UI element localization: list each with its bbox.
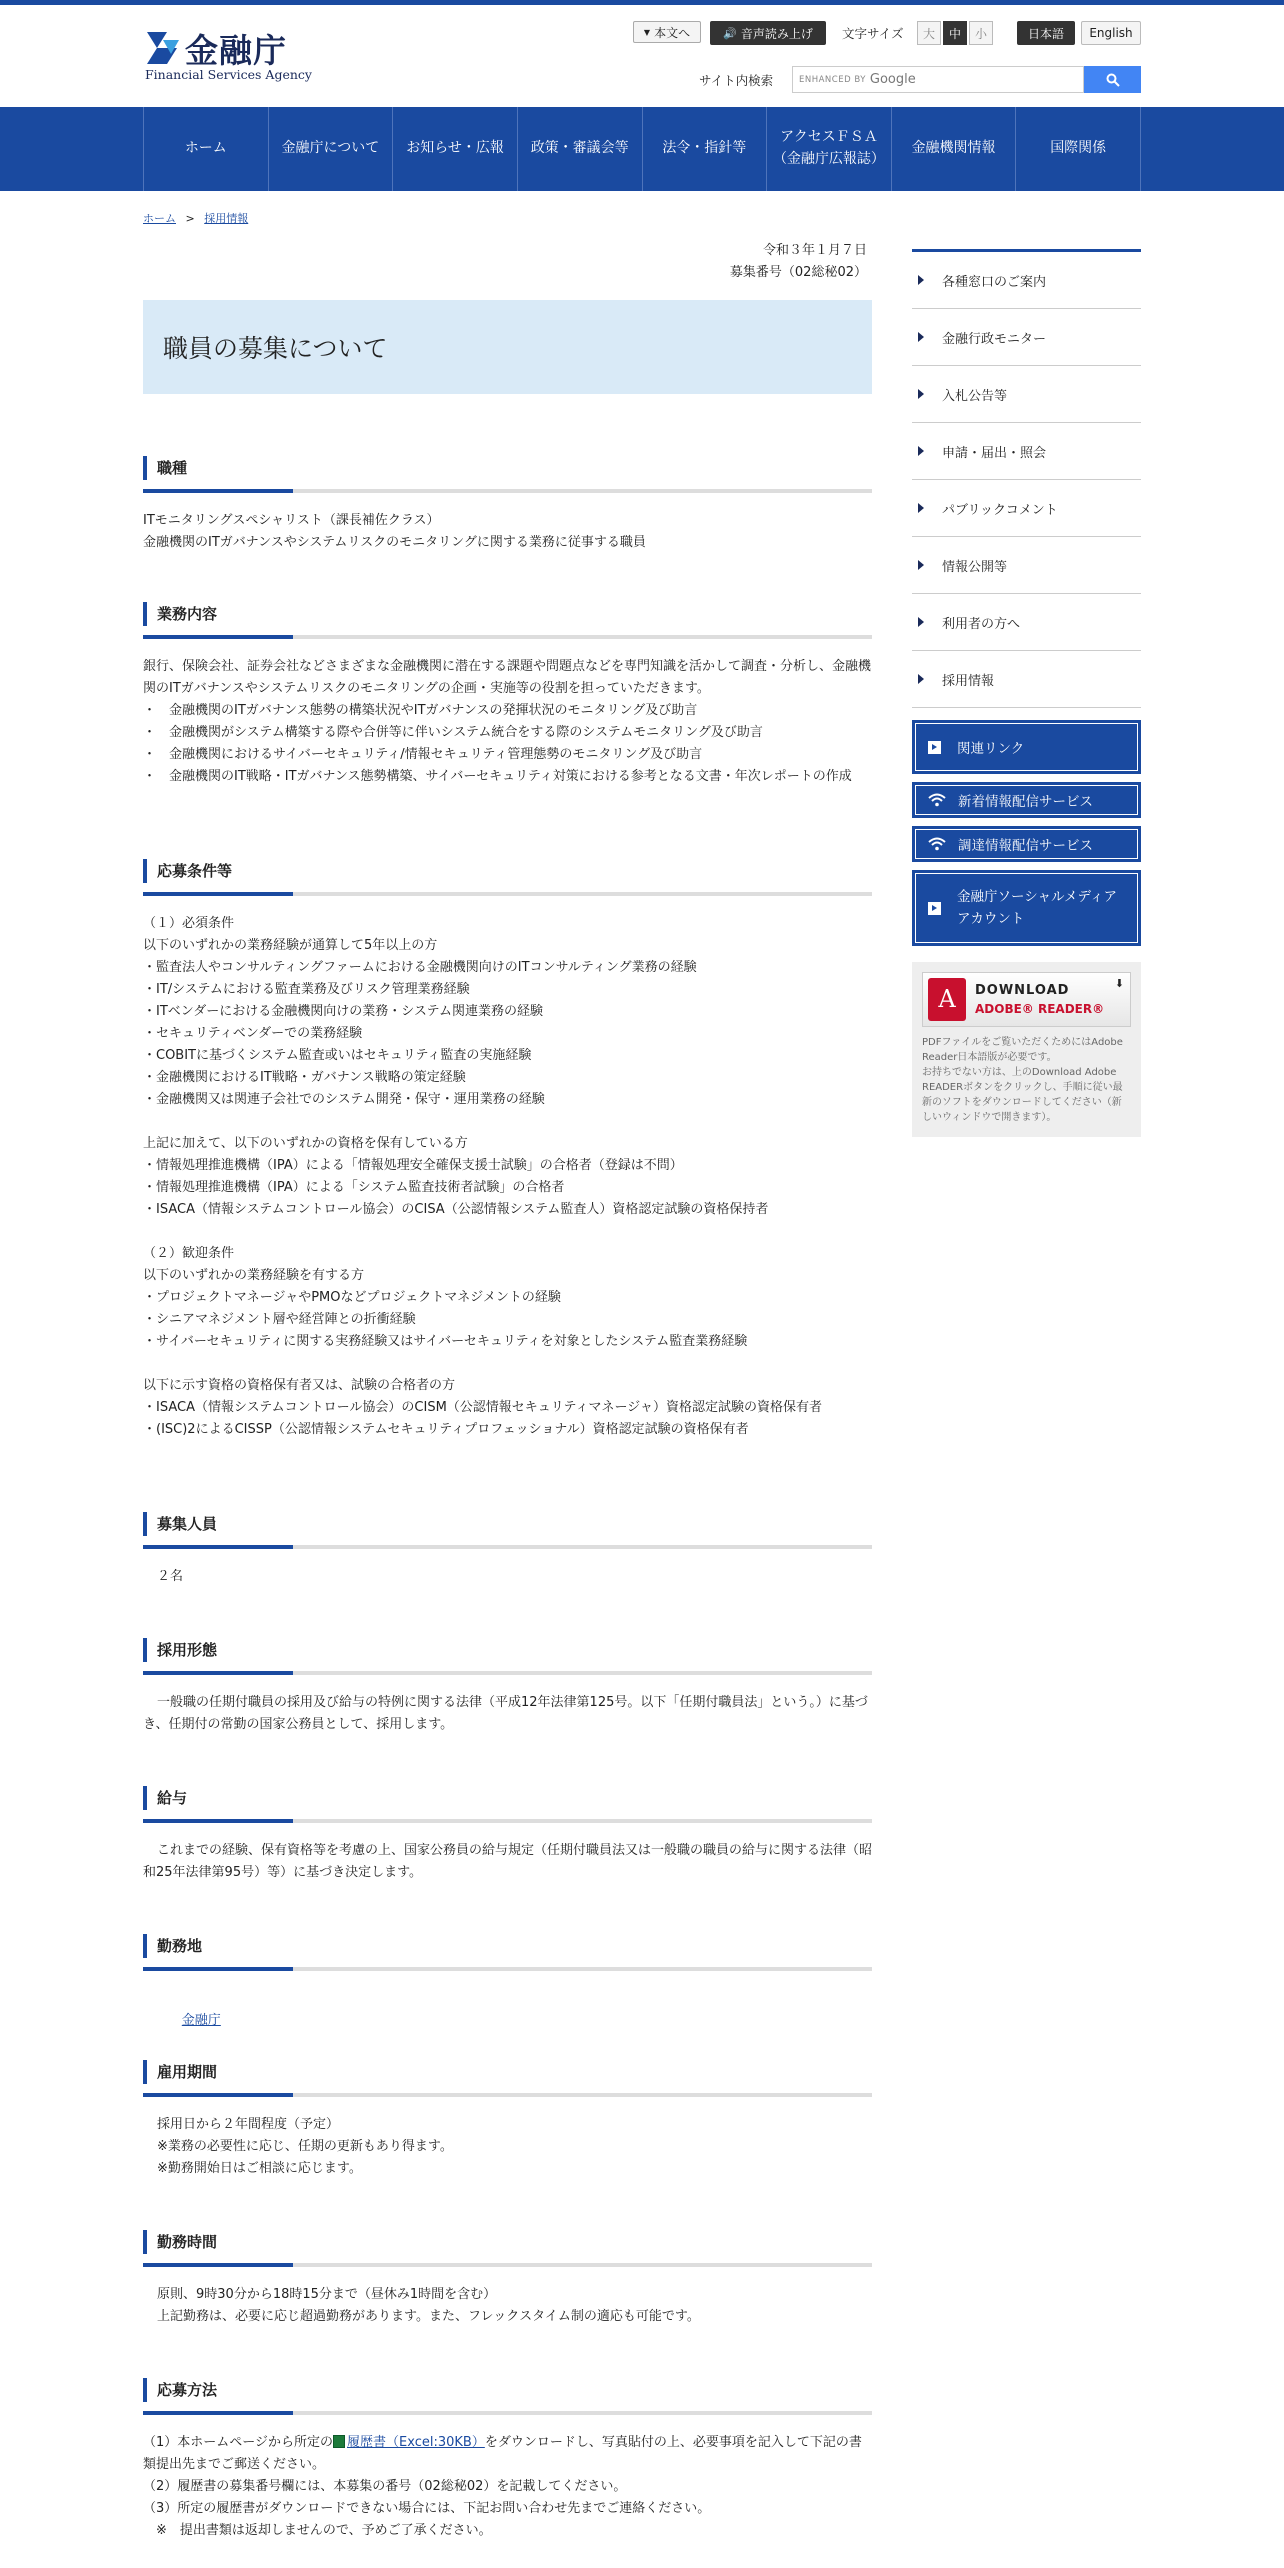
font-size-label: 文字サイズ: [842, 26, 904, 41]
sidebar-item-disclosure[interactable]: [912, 537, 1141, 594]
section-period: [143, 2060, 872, 2180]
main-content: [143, 240, 873, 2538]
triangle-right-icon: [918, 560, 924, 570]
heading-underline: [143, 1671, 872, 1675]
section-heading: 職種: [143, 456, 872, 480]
arrow-square-icon: [928, 902, 941, 915]
heading-underline: [143, 1967, 872, 1971]
adobe-reader-title: ADOBE® READER®: [975, 1002, 1105, 1016]
font-size-medium-button[interactable]: 中: [943, 21, 967, 45]
rss-procurement-button[interactable]: [912, 826, 1141, 862]
section-heading: 業務内容: [143, 602, 872, 626]
heading-underline: [143, 1819, 872, 1823]
adobe-reader-box: [912, 962, 1141, 1137]
sidebar-item-applications[interactable]: [912, 423, 1141, 480]
sidebar: [912, 249, 1141, 1137]
social-media-label: 金融庁ソーシャルメディア アカウント: [957, 889, 1117, 927]
triangle-right-icon: [918, 389, 924, 399]
search-button[interactable]: [1084, 66, 1141, 93]
section-headcount: [143, 1512, 872, 1588]
recruitment-number: 募集番号（02総秘02）: [729, 265, 867, 280]
sidebar-item-monitor[interactable]: [912, 309, 1141, 366]
triangle-right-icon: [918, 674, 924, 684]
section-employment-type: [143, 1638, 872, 1736]
skip-to-body-button[interactable]: [633, 21, 701, 43]
section-heading: 募集人員: [143, 1512, 872, 1536]
related-links-label: 関連リンク: [957, 741, 1025, 757]
rss-icon: [928, 837, 946, 851]
adobe-download-title: DOWNLOAD: [975, 983, 1070, 998]
sidebar-item-label: 入札公告等: [942, 388, 1008, 404]
resume-download-link[interactable]: 履歴書（Excel:30KB）: [347, 2435, 485, 2450]
sidebar-menu: [912, 249, 1141, 708]
section-body: [143, 2432, 872, 2542]
nav-home[interactable]: ホーム: [144, 107, 269, 191]
sidebar-item-recruitment[interactable]: [912, 651, 1141, 708]
download-arrow-icon: ⬇: [1114, 977, 1124, 990]
breadcrumb-current[interactable]: 採用情報: [204, 212, 249, 225]
rss-new-info-label: 新着情報配信サービス: [958, 794, 1093, 810]
section-heading: 採用形態: [143, 1638, 872, 1662]
nav-policy[interactable]: 政策・審議会等: [518, 107, 643, 191]
section-heading: 応募条件等: [143, 859, 872, 883]
section-body: 採用日から２年間程度（予定） ※業務の必要性に応じ、任期の更新もあり得ます。 ※勤務開始日はご相談に応じます。: [157, 2117, 453, 2176]
header: [0, 5, 1284, 107]
voice-reader-label: 音声読み上げ: [740, 26, 813, 41]
section-requirements: [143, 859, 872, 1441]
section-duties: [143, 602, 872, 788]
heading-underline: [143, 2411, 872, 2415]
triangle-right-icon: [918, 446, 924, 456]
location-link[interactable]: 金融庁: [181, 2013, 221, 2028]
breadcrumb: [143, 210, 248, 226]
triangle-right-icon: [918, 332, 924, 342]
caret-down-icon: ▼: [643, 27, 651, 37]
announcement-date: 令和３年１月７日: [762, 243, 867, 258]
rss-procurement-label: 調達情報配信サービス: [958, 838, 1093, 854]
section-heading: 応募方法: [143, 2378, 872, 2402]
nav-about[interactable]: 金融庁について: [269, 107, 394, 191]
speaker-icon: 🔊: [723, 26, 737, 40]
section-heading: 雇用期間: [143, 2060, 872, 2084]
section-heading: 勤務地: [143, 1934, 872, 1958]
heading-underline: [143, 2263, 872, 2267]
heading-underline: [143, 2093, 872, 2097]
section-body: 原則、9時30分から18時15分まで（昼休み1時間を含む） 上記勤務は、必要に応じ超過勤務があります。また、フレックスタイム制の適応も可能です。: [157, 2287, 700, 2324]
logo-text: 金融庁: [185, 31, 287, 70]
section-body: 銀行、保険会社、証券会社などさまざまな金融機関に潜在する課題や問題点などを専門知識を活かして調査・分析し、金融機関のITガバナンスやシステムリスクのモニタリングの企画・実施等の役割を担っていただきます。 ・ 金融機関のITガバナンス態勢の構築状況やITガバナンスの発揮状況のモニタリング及び助言 ・ 金融機関がシステム構築する際や合併等に伴いシステム統合をする際のシステムモニタリング及び助言 ・ 金融機関におけるサイバーセキュリティ/情報セキュリティ管理態勢のモニタリング及び助言 ・ 金融機関のIT戦略・ITガバナンス態勢構築、サイバーセキュリティ対策における参考となる文書・年次レポートの作成: [143, 659, 872, 784]
sidebar-item-label: 採用情報: [942, 673, 995, 689]
nav-international[interactable]: 国際関係: [1016, 107, 1141, 191]
lang-english-button[interactable]: English: [1081, 21, 1141, 45]
search-icon: [1106, 73, 1120, 87]
nav-news[interactable]: お知らせ・広報: [393, 107, 518, 191]
social-media-button[interactable]: [912, 870, 1141, 946]
sidebar-item-public-comment[interactable]: [912, 480, 1141, 537]
triangle-right-icon: [918, 275, 924, 285]
sidebar-item-label: 金融行政モニター: [942, 331, 1047, 347]
search-enhanced-label: ENHANCED BY: [799, 74, 866, 85]
section-body: これまでの経験、保有資格等を考慮の上、国家公務員の給与規定（任期付職員法又は一般職の職員の給与に関する法律（昭和25年法律第95号）等）に基づき決定します。: [143, 1843, 873, 1880]
section-hours: [143, 2230, 872, 2328]
skip-to-body-label: 本文へ: [654, 25, 691, 40]
font-size-small-button[interactable]: 小: [969, 21, 993, 45]
section-job-type: [143, 456, 872, 554]
fsa-logo-mark-icon: [143, 28, 181, 66]
section-body: （１）必須条件 以下のいずれかの業務経験が通算して5年以上の方 ・監査法人やコンサルティングファームにおける金融機関向けのITコンサルティング業務の経験 ・IT/システムにおける監査業務及びリスク管理業務経験 ・ITベンダーにおける金融機関向けの業務・システム関連業務の経験 ・セキュリティベンダーでの業務経験 ・COBITに基づくシステム監査或いはセキュリティ監査の実施経験 ・金融機関におけるIT戦略・ガバナンス戦略の策定経験 ・金融機関又は関連子会社でのシステム開発・保守・運用業務の経験 上記に加えて、以下のいずれかの資格を保有している方 ・情報処理推進機構（IPA）による「情報処理安全確保支援士試験」の合格者（登録は不問） ・情報処理推進機構（IPA）による「システム監査技術者試験」の合格者 ・ISACA（情報システムコントロール協会）のCISA（公認情報システム監査人）資格認定試験の資格保持者 （２）歓迎条件 以下のいずれかの業務経験を有する方 ・プロジェクトマネージャやPMOなどプロジェクトマネジメントの経験 ・シニアマネジメント層や経営陣との折衝経験 ・サイバーセキュリティに関する実務経験又はサイバーセキュリティを対象としたシステム監査業務経験 以下に示す資格の資格保有者又は、試験の合格者の方 ・ISACA（情報システムコントロール協会）のCISM（公認情報セキュリティマネージャ）資格認定試験の資格保有者 ・(ISC)2によるCISSP（公認情報システムセキュリティプロフェッショナル）資格認定試験の資格保有者: [143, 916, 822, 1437]
nav-access-fsa[interactable]: アクセスＦＳＡ （金融庁広報誌）: [767, 107, 892, 191]
nav-institutions[interactable]: 金融機関情報: [892, 107, 1017, 191]
page-title: 職員の募集について: [143, 300, 872, 394]
search-google-label: Google: [869, 72, 916, 87]
section-salary: [143, 1786, 872, 1884]
section-heading: 勤務時間: [143, 2230, 872, 2254]
font-size-large-button[interactable]: 大: [917, 21, 941, 45]
rss-new-info-button[interactable]: [912, 782, 1141, 818]
excel-file-icon: [333, 2435, 345, 2448]
adobe-reader-download-button[interactable]: [922, 972, 1131, 1027]
breadcrumb-home[interactable]: ホーム: [143, 212, 176, 225]
triangle-right-icon: [918, 617, 924, 627]
section-body: ITモニタリングスペシャリスト（課長補佐クラス） 金融機関のITガバナンスやシステムリスクのモニタリングに関する業務に従事する職員: [143, 513, 646, 550]
site-search-label: サイト内検索: [699, 73, 774, 88]
sidebar-item-contact[interactable]: [912, 252, 1141, 309]
sidebar-item-label: 利用者の方へ: [942, 616, 1021, 632]
section-body: ２名: [157, 1569, 184, 1584]
rss-icon: [928, 793, 946, 807]
global-nav: [0, 107, 1284, 191]
fsa-logo[interactable]: [143, 23, 313, 85]
section-location: [143, 1934, 872, 2054]
sidebar-item-tender[interactable]: [912, 366, 1141, 423]
sidebar-item-label: 申請・届出・照会: [942, 445, 1047, 461]
heading-underline: [143, 1545, 872, 1549]
section-body: [143, 1988, 872, 2054]
section-body: 一般職の任期付職員の採用及び給与の特例に関する法律（平成12年法律第125号。以下「任期付職員法」という。）に基づき、任期付の常勤の国家公務員として、採用します。: [143, 1695, 868, 1732]
heading-underline: [143, 635, 872, 639]
sidebar-item-label: パブリックコメント: [942, 502, 1058, 518]
sidebar-item-label: 情報公開等: [942, 559, 1008, 575]
nav-laws[interactable]: 法令・指針等: [643, 107, 768, 191]
arrow-square-icon: [928, 741, 941, 754]
logo-subtitle: Financial Services Agency: [145, 67, 312, 82]
related-links-button[interactable]: [912, 720, 1141, 774]
adobe-note: PDFファイルをご覧いただくためにはAdobe Reader日本語版が必要です。 お持ちでない方は、上のDownload Adobe READERボタンをクリックし、手順に従い最新のソフトをダウンロードしてください（新しいウィンドウで開きます）。: [922, 1037, 1123, 1123]
site-search-input[interactable]: [792, 66, 1084, 93]
lang-japanese-button[interactable]: 日本語: [1017, 21, 1075, 45]
section-heading: 給与: [143, 1786, 872, 1810]
triangle-right-icon: [918, 503, 924, 513]
voice-reader-button[interactable]: [710, 21, 826, 45]
heading-underline: [143, 892, 872, 896]
sidebar-item-label: 各種窓口のご案内: [942, 274, 1047, 290]
heading-underline: [143, 489, 872, 493]
adobe-pdf-icon: A: [928, 978, 966, 1021]
breadcrumb-separator: >: [185, 212, 195, 225]
section-application: [143, 2378, 872, 2542]
application-text-post: をダウンロードし、写真貼付の上、必要事項を記入して下記の書類提出先までご郵送ください。 （2）履歴書の募集番号欄には、本募集の番号（02総秘02）を記載してください。 （3）所定の履歴書がダウンロードできない場合には、下記お問い合わせ先までご連絡ください。 ※ 提出書類は返却しませんので、予めご了承ください。: [143, 2435, 862, 2538]
sidebar-item-users[interactable]: [912, 594, 1141, 651]
application-text-pre: （1）本ホームページから所定の: [143, 2435, 334, 2450]
